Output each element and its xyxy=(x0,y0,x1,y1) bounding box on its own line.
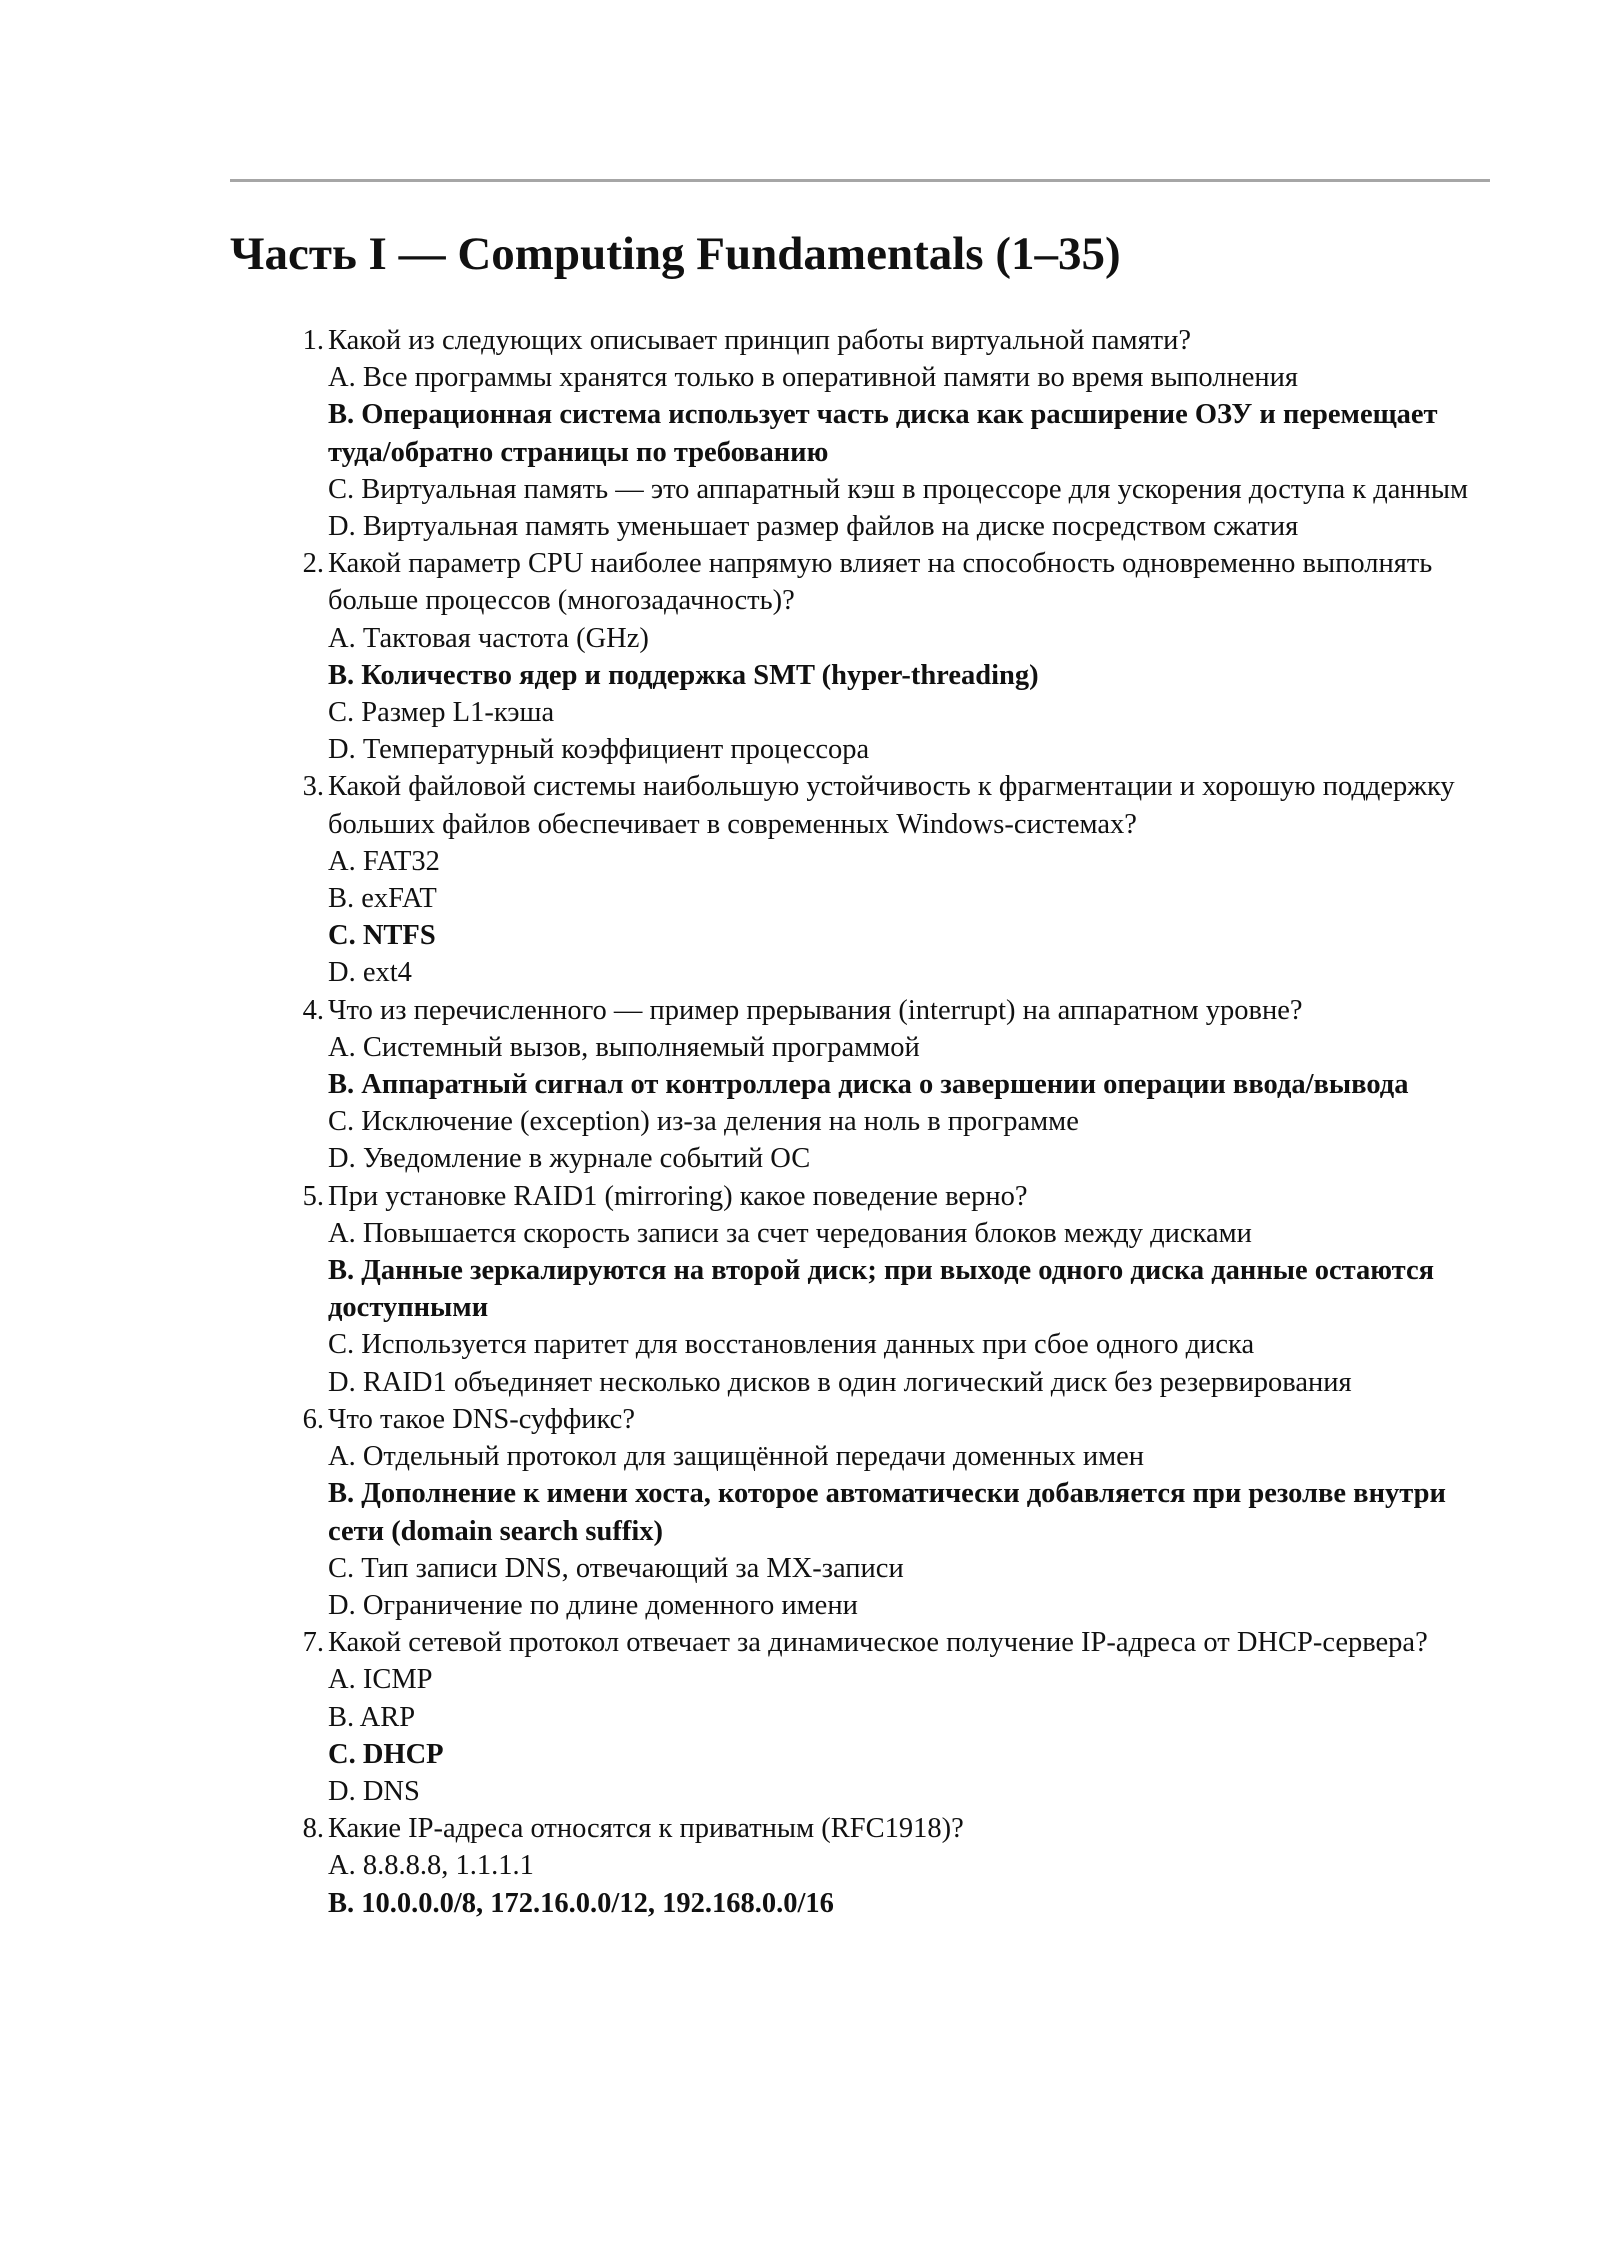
answer-option-correct: B. Данные зеркалируются на второй диск; при выходе одного диска данные остаются доступными xyxy=(328,1255,1435,1324)
answer-option-correct: B. Операционная система использует часть диска как расширение ОЗУ и перемещает туда/обратно страницы по требованию xyxy=(328,399,1438,468)
question-text: Какие IP-адреса относятся к приватным (RFC1918)? xyxy=(328,1813,964,1845)
question-number: 5. xyxy=(302,1180,324,1212)
answer-option-correct: B. Дополнение к имени хоста, которое автоматически добавляется при резолве внутри сети (domain search suffix) xyxy=(328,1478,1446,1547)
answer-option: C. Используется паритет для восстановления данных при сбое одного диска xyxy=(328,1329,1255,1361)
header-rule xyxy=(230,179,1490,182)
question-number: 3. xyxy=(302,771,324,803)
answer-option: D. ext4 xyxy=(328,957,412,989)
question-text: Что такое DNS-суффикс? xyxy=(328,1403,635,1435)
answer-option-correct: B. Количество ядер и поддержка SMT (hyper-threading) xyxy=(328,659,1039,691)
answer-option: A. ICMP xyxy=(328,1664,433,1696)
question-text: Что из перечисленного — пример прерывания (interrupt) на аппаратном уровне? xyxy=(328,994,1303,1026)
answer-option-correct: B. Аппаратный сигнал от контроллера диска о завершении операции ввода/вывода xyxy=(328,1069,1409,1101)
question-number: 2. xyxy=(302,548,324,580)
question-text: Какой сетевой протокол отвечает за динамическое получение IP-адреса от DHCP-сервера? xyxy=(328,1627,1428,1659)
answer-option: A. Все программы хранятся только в оперативной памяти во время выполнения xyxy=(328,362,1298,394)
answer-option: C. Тип записи DNS, отвечающий за MX-записи xyxy=(328,1552,904,1584)
question-item xyxy=(230,768,1495,991)
question-number: 8. xyxy=(302,1813,324,1845)
answer-option: D. Ограничение по длине доменного имени xyxy=(328,1589,858,1621)
question-item xyxy=(230,545,1495,768)
question-list xyxy=(230,322,1495,1922)
question-text: Какой из следующих описывает принцип работы виртуальной памяти? xyxy=(328,325,1192,356)
answer-option: A. Отдельный протокол для защищённой передачи доменных имен xyxy=(328,1441,1145,1473)
answer-option: B. ARP xyxy=(328,1701,416,1733)
question-number: 1. xyxy=(302,325,324,356)
answer-option: D. Уведомление в журнале событий ОС xyxy=(328,1143,811,1175)
question-item xyxy=(230,322,1495,545)
answer-option: D. Температурный коэффициент процессора xyxy=(328,734,870,766)
answer-option: A. Системный вызов, выполняемый программой xyxy=(328,1031,920,1063)
question-text: При установке RAID1 (mirroring) какое поведение верно? xyxy=(328,1180,1028,1212)
question-text: Какой параметр CPU наиболее напрямую влияет на способность одновременно выполнять больше процессов (многозадачность)? xyxy=(328,548,1433,617)
question-number: 7. xyxy=(302,1627,324,1659)
question-item xyxy=(230,1624,1495,1810)
question-number: 4. xyxy=(302,994,324,1026)
question-item xyxy=(230,992,1495,1178)
section-title: Часть I — Computing Fundamentals (1–35) xyxy=(230,228,1121,280)
answer-option: A. FAT32 xyxy=(328,845,440,877)
answer-option: A. 8.8.8.8, 1.1.1.1 xyxy=(328,1850,534,1882)
question-text: Какой файловой системы наибольшую устойчивость к фрагментации и хорошую поддержку больших файлов обеспечивает в современных Windows-системах? xyxy=(328,771,1455,840)
answer-option-correct: C. NTFS xyxy=(328,920,436,952)
answer-option: D. RAID1 объединяет несколько дисков в один логический диск без резервирования xyxy=(328,1366,1352,1398)
question-item xyxy=(230,1178,1495,1401)
answer-option: C. Виртуальная память — это аппаратный кэш в процессоре для ускорения доступа к данным xyxy=(328,473,1469,505)
answer-option: A. Тактовая частота (GHz) xyxy=(328,622,649,654)
answer-option: D. Виртуальная память уменьшает размер файлов на диске посредством сжатия xyxy=(328,511,1299,543)
question-item xyxy=(230,1401,1495,1624)
answer-option: A. Повышается скорость записи за счет чередования блоков между дисками xyxy=(328,1217,1252,1249)
answer-option-correct: C. DHCP xyxy=(328,1738,444,1770)
answer-option: C. Исключение (exception) из-за деления на ноль в программе xyxy=(328,1106,1079,1138)
question-item xyxy=(230,1810,1495,1922)
answer-option: D. DNS xyxy=(328,1775,420,1807)
question-number: 6. xyxy=(302,1403,324,1435)
answer-option-correct: B. 10.0.0.0/8, 172.16.0.0/12, 192.168.0.0/16 xyxy=(328,1887,834,1919)
answer-option: B. exFAT xyxy=(328,883,437,915)
answer-option: C. Размер L1-кэша xyxy=(328,697,555,729)
